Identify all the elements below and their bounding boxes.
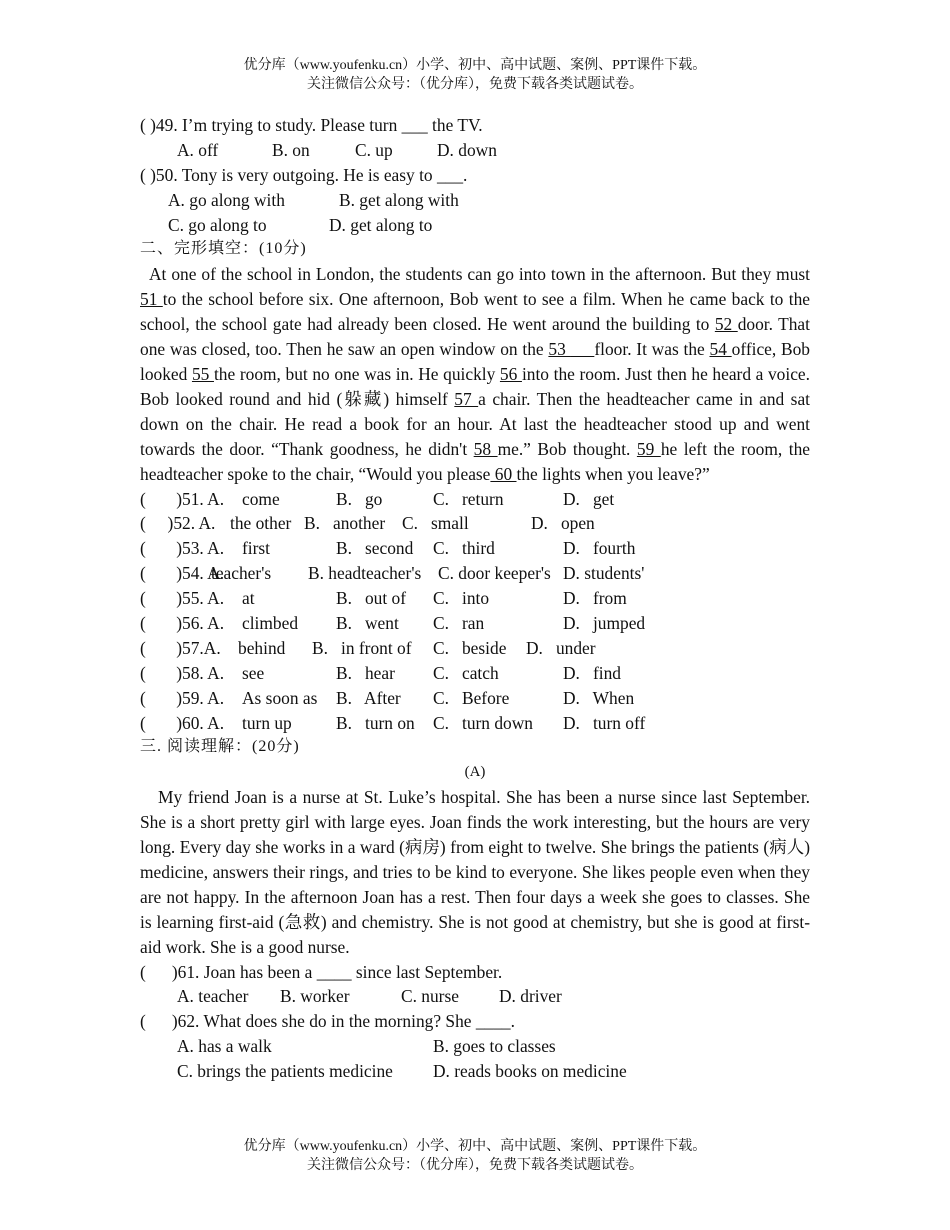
option-b: B. went [336,612,399,633]
option-a: turn up [242,712,292,733]
option-a: the other [230,513,292,534]
option-d: D. jumped [563,612,646,633]
question-number: ( )59. A. [140,687,225,708]
page-header [0,56,950,94]
option-c: C. turn down [433,712,533,733]
option-c: C. door keeper's [438,563,551,584]
question-number: ( )54. A. [140,563,225,584]
passage-text: to the school before six. One afternoon, Bob went to see a film. When he came back to the school, the school gate had already been closed. He went around the building to [140,289,810,335]
question-row [140,586,810,611]
option-a: A. off [177,139,219,160]
section-2-title: 二、完形填空：(10分) [140,240,307,258]
passage-text: a chair. Then the headteacher came in and sat down on the chair. He read a book for an hour. At last the headteacher stood up and went towards the door. “Thank goodness, he didn't [140,388,811,459]
cloze-questions [140,487,810,736]
option-d: D. from [563,588,627,609]
option-d: D. under [526,637,596,658]
blank-57: 57 [454,388,479,409]
question-number: ( )58. A. [140,662,225,683]
option-c: C. up [355,139,393,160]
option-a: A. has a walk [177,1036,272,1057]
blank-59: 59 [636,438,661,459]
blank-55: 55 [191,363,214,384]
reading-passage-a: My friend Joan is a nurse at St. Luke’s hospital. She has been a nurse since last September. She is a short pretty girl with large eyes. Joan finds the work interesting, but the hours are very long. Every day she works in a ward (病房) from eight to twelve. She brings the patients (病人) medicine, answers their rings, and tries to be kind to everyone. She likes people even when they are not happy. In the afternoon Joan has a rest. Then four days a week she goes to classes. She is learning first-aid (急救) and chemistry. She is not good at chemistry, but she is good at first-aid work. She is a good nurse. [140,787,810,957]
question-number: ( )60. A. [140,712,225,733]
option-b: B. hear [336,662,395,683]
blank-51: 51 [140,289,163,310]
option-c: C. catch [433,662,499,683]
question-number: ( )53. A. [140,538,225,559]
option-a: A. go along with [168,189,285,210]
passage-text: door. That one was closed, too. Then he saw an open window on the [140,314,810,360]
option-c: C. brings the patients medicine [177,1061,393,1082]
page-footer [0,1137,950,1175]
blank-54: 54 [709,339,732,360]
option-a: come [242,488,280,509]
option-d: D. get along to [329,214,433,235]
option-b: B. out of [336,588,407,609]
question-61-stem: ( )61. Joan has been a ____ since last September. [140,961,503,982]
question-row [140,561,810,586]
option-c: C. Before [433,687,510,708]
option-d: D. get [563,488,615,509]
question-49-stem: ( )49. I’m trying to study. Please turn ___ the TV. [140,115,483,135]
option-b: B. goes to classes [433,1036,556,1057]
question-row [140,611,810,636]
question-50-options-ab [140,188,810,213]
question-number: ( )56. A. [140,612,225,633]
option-c: C. return [433,488,504,509]
question-row [140,511,810,536]
question-row [140,636,810,661]
option-d: D. fourth [563,538,636,559]
question-row [140,487,810,512]
passage-text: At one of the school in London, the students can go into town in the afternoon. But they must [149,264,810,285]
question-62-options-ab [140,1034,810,1059]
option-a: first [242,538,271,559]
exam-content [140,113,810,1084]
option-b: B. second [336,538,414,559]
option-d: D. open [531,513,595,534]
header-line-1: 优分库（www.youfenku.cn）小学、初中、高中试题、案例、PPT课件下载。 [243,58,707,73]
passage-text: the lights when you leave?” [516,463,710,484]
question-49-options [140,138,810,163]
question-number: ( )52. A. [140,513,216,534]
option-b: B. on [272,139,310,160]
section-3-part-label: (A) [464,764,486,781]
footer-line-2: 关注微信公众号：（优分库），免费下载各类试题试卷。 [307,1158,643,1173]
footer-line-1: 优分库（www.youfenku.cn）小学、初中、高中试题、案例、PPT课件下载。 [243,1139,707,1154]
option-d: D. students' [563,563,645,584]
option-c: C. ran [433,612,485,633]
blank-58: 58 [473,438,498,459]
option-b: B. go [336,488,383,509]
option-a: climbed [242,612,299,633]
question-row [140,711,810,736]
section-3-title: 三. 阅读理解：(20分) [140,738,300,756]
option-d: D. reads books on medicine [433,1061,627,1082]
question-row [140,536,810,561]
option-a: see [242,662,265,683]
question-62-stem: ( )62. What does she do in the morning? She ____. [140,1011,515,1032]
option-b: B. another [304,513,386,534]
cloze-passage [140,262,810,486]
option-d: D. turn off [563,712,646,733]
option-b: B. worker [280,986,350,1007]
option-a: teacher's [211,563,272,584]
option-b: B. headteacher's [308,563,422,584]
passage-text: office, Bob looked [140,339,810,384]
option-b: B. in front of [312,637,412,658]
option-a: A. teacher [177,986,249,1007]
question-number: ( )55. A. [140,588,225,609]
blank-60: 60 [490,463,517,484]
option-c: C. small [402,513,469,534]
passage-text: he left the room, the headteacher spoke to the chair, “Would you please [140,438,810,484]
option-a: behind [238,637,286,658]
question-50-options-cd [140,213,810,238]
blank-56: 56 [499,363,522,384]
option-a: at [242,588,255,609]
blank-53: 53 [548,339,571,360]
blank-52: 52 [714,314,738,335]
question-row [140,686,810,711]
header-line-2: 关注微信公众号：（优分库），免费下载各类试题试卷。 [307,77,643,92]
question-61-options [140,984,810,1009]
option-b: B. After [336,687,401,708]
question-number: ( )57.A. [140,637,221,658]
passage-text: me.” Bob thought. [497,438,637,459]
option-c: C. into [433,588,490,609]
option-b: B. get along with [339,189,459,210]
option-d: D. driver [499,986,562,1007]
question-row [140,661,810,686]
option-c: C. go along to [168,214,267,235]
option-d: D. When [563,687,635,708]
passage-text: into the room. Just then he heard a voice. Bob looked round and hid (躲藏) himself [140,363,810,409]
option-c: C. nurse [401,986,459,1007]
option-d: D. find [563,662,621,683]
question-number: ( )51. A. [140,488,225,509]
question-50-stem: ( )50. Tony is very outgoing. He is easy to ___. [140,164,468,185]
option-c: C. beside [433,637,507,658]
question-62-options-cd [140,1059,810,1084]
passage-text: floor. It was the [594,339,710,360]
option-d: D. down [437,139,497,160]
option-a: As soon as [242,687,318,708]
passage-text: the room, but no one was in. He quickly [213,363,500,384]
option-c: C. third [433,538,495,559]
blank-53-line [571,339,595,359]
option-b: B. turn on [336,712,415,733]
